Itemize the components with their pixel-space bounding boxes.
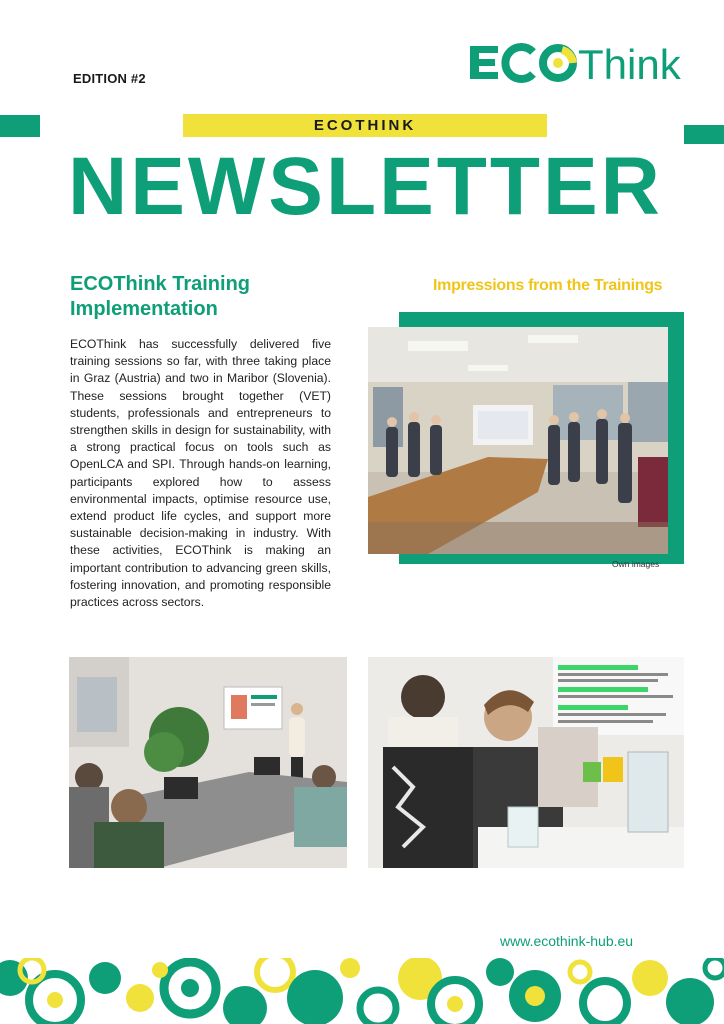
- ribbon-label: ECOTHINK: [313, 117, 417, 134]
- logo-graphic: [466, 38, 686, 86]
- training-worksheet-photo: [368, 657, 684, 868]
- edition-label: EDITION #2: [73, 71, 146, 86]
- article-body: ECOThink has successfully delivered five training sessions so far, with three taking place in Graz (Austria) and two in Maribor (Slovenia). These sessions brought together (VET) students, professionals and entrepreneurs to strengthen skills in design for sustainability, with a strong practical focus on tools such as OpenLCA and SPI. Through hands-on learning, participants explored how to assess environmental impacts, optimise resource use, extend product life cycles, and support more sustainable decision-making in industry. With these activities, ECOThink is making an important contribution to advancing green skills, fostering innovation, and promoting responsible practices across sectors.: [70, 337, 331, 610]
- training-classroom-photo: [69, 657, 347, 868]
- training-group-photo: [368, 327, 668, 554]
- newsletter-masthead: NEWSLETTER: [68, 141, 663, 232]
- footer-circle-pattern: [0, 958, 724, 1024]
- decorative-bar-left: [0, 115, 40, 137]
- gallery-heading: Impressions from the Trainings: [433, 277, 663, 294]
- decorative-bar-right: [684, 125, 724, 144]
- website-link[interactable]: www.ecothink-hub.eu: [500, 933, 634, 949]
- photo-caption: Own images: [612, 559, 660, 569]
- logo-think-text: Think: [578, 41, 681, 86]
- article-title: ECOThink Training Implementation: [70, 273, 251, 320]
- ecothink-ribbon: [183, 114, 547, 137]
- ecothink-logo: [466, 38, 686, 86]
